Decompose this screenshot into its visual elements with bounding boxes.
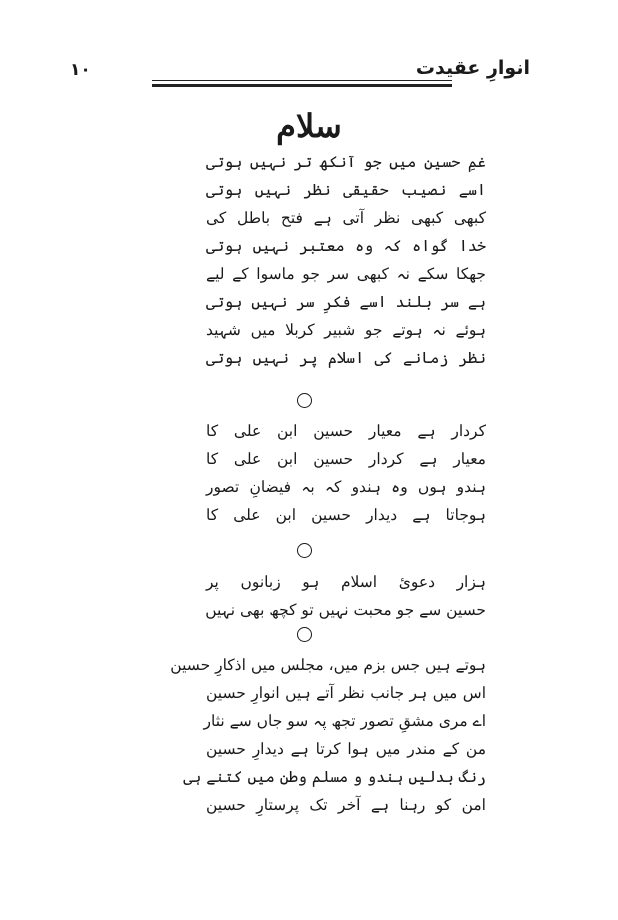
verse-line: حسین سے جو محبت نہیں تو کچھ بھی نہیں: [205, 601, 486, 619]
verse-line: غمِ حسین میں جو آنکھ تر نہیں ہوتی: [206, 153, 486, 171]
verse-line: امن کو رہنا ہے آخر تک پرستارِ حسین: [206, 796, 486, 814]
verse-line: ہزار دعوئ اسلام ہو زبانوں پر: [206, 573, 486, 591]
verse-line: من کے مندر میں ہوا کرتا ہے دیدارِ حسین: [206, 740, 486, 758]
verse-line: ہوتے ہیں جس بزم میں، مجلس میں اذکارِ حسین: [170, 656, 486, 674]
verse-line: ہوئے نہ ہوتے جو شبیر کربلا میں شہید: [206, 321, 486, 339]
stanza-separator-circle: [297, 393, 312, 408]
verse-line: خدا گواہ کہ وہ معتبر نہیں ہوتی: [206, 237, 486, 255]
stanza-separator-circle: [297, 543, 312, 558]
page-number: ۱۰: [70, 60, 91, 80]
poem-title: سلام: [276, 107, 342, 145]
verse-line: جھکا سکے نہ کبھی سر جو ماسوا کے لیے: [206, 265, 486, 283]
verse-line: کردار ہے معیار حسین ابن علی کا: [206, 422, 486, 440]
verse-line: رنگ بدلیں ہندو و مسلم وطن میں کتنے ہی: [183, 768, 486, 786]
header-rule-thin: [152, 80, 452, 81]
verse-line: ہے سر بلند اسے فکرِ سر نہیں ہوتی: [206, 293, 486, 311]
verse-line: نظر زمانے کی اسلام پر نہیں ہوتی: [206, 349, 486, 367]
verse-line: ہوجاتا ہے دیدار حسین ابن علی کا: [206, 506, 486, 524]
verse-line: معیار ہے کردار حسین ابن علی کا: [206, 450, 486, 468]
verse-line: اسے نصیب حقیقی نظر نہیں ہوتی: [206, 181, 486, 199]
verse-line: کبھی کبھی نظر آتی ہے فتح باطل کی: [206, 209, 486, 227]
verse-line: اس میں ہر جانب نظر آتے ہیں انوارِ حسین: [206, 684, 486, 702]
running-title: انوارِ عقیدت: [415, 57, 530, 79]
verse-line: ہندو ہوں وہ ہندو کہ بہ فیضانِ تصور: [206, 478, 486, 496]
stanza-separator-circle: [297, 627, 312, 642]
header-rule-thick: [152, 84, 452, 87]
verse-line: اے مری مشقِ تصور تجھ پہ سو جاں سے نثار: [203, 712, 486, 730]
